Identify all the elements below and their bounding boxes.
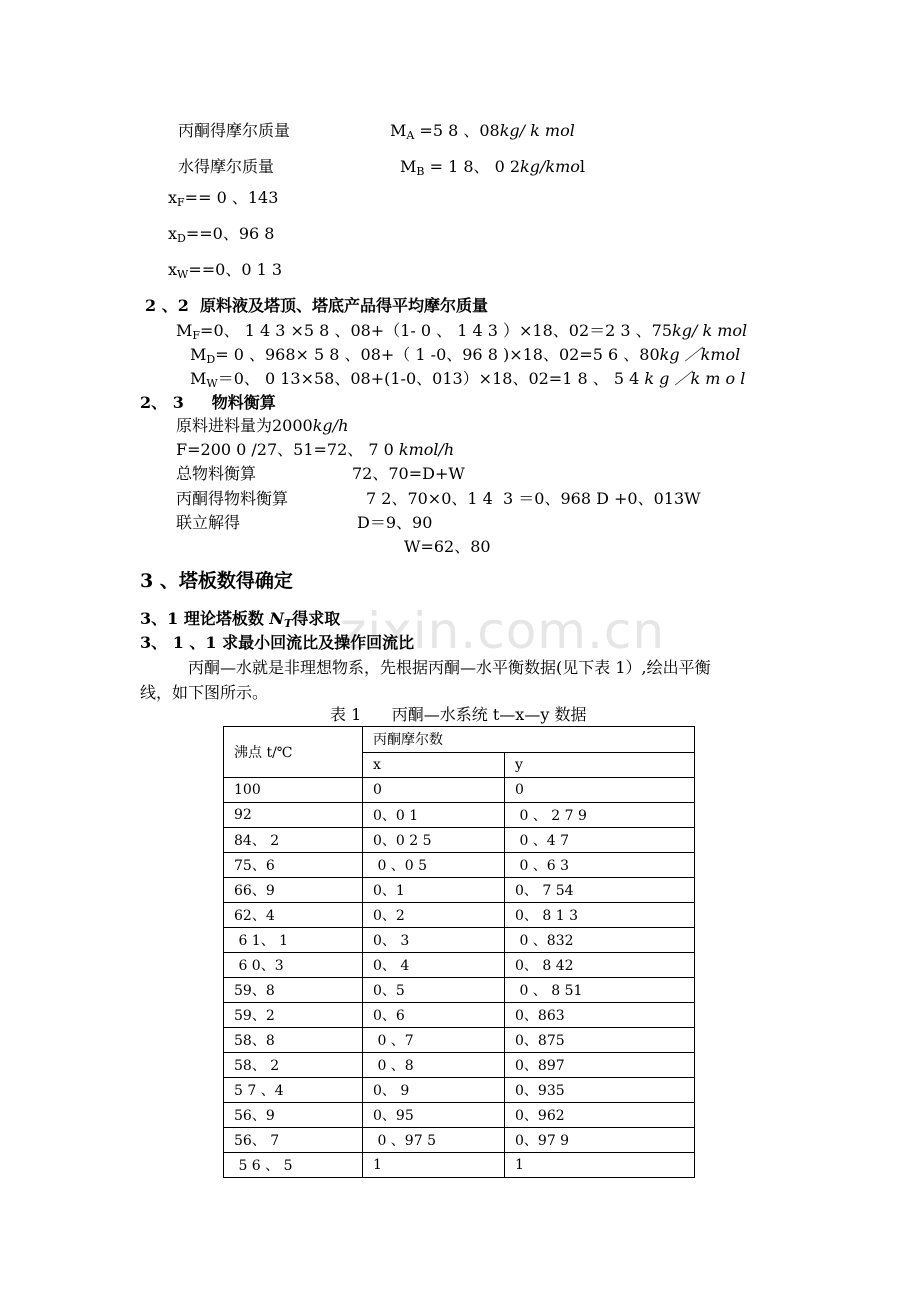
cell-t: 58、8 bbox=[224, 1028, 363, 1053]
nt-symbol: N bbox=[269, 609, 285, 628]
ma-label: 丙酮得摩尔质量 bbox=[178, 121, 291, 140]
acetone-balance-eq: 7 2、70×0、1 4 3 ＝0、968 D +0、013W bbox=[366, 489, 701, 508]
cell-t: 59、2 bbox=[224, 1003, 363, 1028]
heading-3-1-text: 3、1 理论塔板数 bbox=[140, 609, 270, 628]
cell-t: 6 0、3 bbox=[224, 953, 363, 978]
mw-subscript: W bbox=[206, 377, 218, 390]
mf-unit: kg/ k mol bbox=[672, 321, 748, 340]
table-row bbox=[224, 1053, 695, 1078]
cell-y: 0、 7 54 bbox=[505, 878, 695, 903]
table-row bbox=[224, 928, 695, 953]
cell-t: 84、 2 bbox=[224, 828, 363, 853]
cell-x: 0、1 bbox=[363, 878, 505, 903]
table-row bbox=[224, 903, 695, 928]
md-expression: = 0 、968× 5 8 、08+（ 1 -0、96 8 )×18、02=5 6 、80 bbox=[215, 345, 660, 364]
ma-subscript: A bbox=[406, 129, 415, 142]
cell-t: 5 6 、 5 bbox=[224, 1153, 363, 1178]
xf-value: == 0 、143 bbox=[184, 188, 279, 207]
mf-subscript: F bbox=[192, 329, 201, 342]
table-row bbox=[224, 828, 695, 853]
cell-t: 92 bbox=[224, 803, 363, 828]
cell-y: 0、935 bbox=[505, 1078, 695, 1103]
table-row bbox=[224, 1078, 695, 1103]
table-row bbox=[224, 853, 695, 878]
cell-y: 0、 8 1 3 bbox=[505, 903, 695, 928]
cell-t: 66、9 bbox=[224, 878, 363, 903]
md-unit: kg ／kmol bbox=[659, 345, 741, 364]
solve-label: 联立解得 bbox=[176, 513, 241, 532]
xf-subscript: F bbox=[177, 196, 185, 209]
table-row bbox=[224, 1153, 695, 1178]
cell-t: 56、9 bbox=[224, 1103, 363, 1128]
cell-y: 0 bbox=[505, 778, 695, 803]
table-row bbox=[224, 1028, 695, 1053]
cell-y: 0 、 2 7 9 bbox=[505, 803, 695, 828]
cell-x: 0 、97 5 bbox=[363, 1128, 505, 1153]
cell-x: 0、 3 bbox=[363, 928, 505, 953]
heading-3: 3 、塔板数得确定 bbox=[140, 570, 293, 592]
cell-y: 0 、6 3 bbox=[505, 853, 695, 878]
cell-x: 0 、7 bbox=[363, 1028, 505, 1053]
heading-3-1 bbox=[140, 609, 340, 634]
table-row bbox=[224, 1103, 695, 1128]
md-subscript: D bbox=[206, 353, 216, 366]
mw-line bbox=[190, 369, 745, 394]
mf-expression: =0、 1 4 3 ×5 8 、08+（1- 0 、 1 4 3 ）×18、02＝2 3 、75 bbox=[200, 321, 673, 340]
total-balance-eq: 72、70=D+W bbox=[352, 464, 465, 483]
mw-symbol: M bbox=[190, 369, 207, 388]
xw-value: ==0、0 1 3 bbox=[188, 260, 283, 279]
ma-unit: kg/ k mol bbox=[499, 121, 575, 140]
cell-x: 0、5 bbox=[363, 978, 505, 1003]
xw-line bbox=[168, 260, 282, 285]
heading-2-3: 2、 3 物料衡算 bbox=[140, 393, 276, 412]
txy-data-table bbox=[223, 726, 695, 1178]
cell-y: 0、875 bbox=[505, 1028, 695, 1053]
cell-t: 59、8 bbox=[224, 978, 363, 1003]
cell-t: 5 7 、4 bbox=[224, 1078, 363, 1103]
total-balance-label: 总物料衡算 bbox=[176, 464, 257, 483]
md-line bbox=[190, 345, 740, 370]
table-row bbox=[224, 953, 695, 978]
cell-y: 0 、832 bbox=[505, 928, 695, 953]
mb-subscript: B bbox=[416, 165, 425, 178]
cell-t: 75、6 bbox=[224, 853, 363, 878]
mb-number: = 1 8、 0 2 bbox=[424, 157, 521, 176]
f-text: F=200 0 /27、51=72、 7 0 bbox=[176, 440, 399, 459]
xd-value: ==0、96 8 bbox=[185, 224, 275, 243]
header-boiling-point: 沸点 t/℃ bbox=[224, 727, 363, 778]
feed-text: 原料进料量为2000 bbox=[176, 416, 313, 435]
cell-x: 0、2 bbox=[363, 903, 505, 928]
table-row bbox=[224, 978, 695, 1003]
mb-unit-tail: l bbox=[579, 157, 585, 176]
cell-y: 0、897 bbox=[505, 1053, 695, 1078]
d-value: D＝9、90 bbox=[357, 513, 433, 532]
table-row bbox=[224, 878, 695, 903]
mf-symbol: M bbox=[176, 321, 193, 340]
cell-t: 62、4 bbox=[224, 903, 363, 928]
f-line bbox=[176, 440, 454, 460]
ma-value bbox=[390, 121, 575, 146]
table-row bbox=[224, 1003, 695, 1028]
cell-x: 0 、8 bbox=[363, 1053, 505, 1078]
cell-t: 6 1、 1 bbox=[224, 928, 363, 953]
table-row bbox=[224, 778, 695, 803]
cell-y: 0、 8 42 bbox=[505, 953, 695, 978]
header-mole-fraction: 丙酮摩尔数 bbox=[363, 727, 695, 753]
xf-line bbox=[168, 188, 278, 213]
cell-t: 100 bbox=[224, 778, 363, 803]
cell-x: 0 、0 5 bbox=[363, 853, 505, 878]
heading-3-1-1: 3、 1 、1 求最小回流比及操作回流比 bbox=[140, 633, 415, 652]
feed-line bbox=[176, 416, 348, 436]
cell-t: 58、 2 bbox=[224, 1053, 363, 1078]
mf-line bbox=[176, 321, 747, 346]
cell-t: 56、 7 bbox=[224, 1128, 363, 1153]
cell-x: 1 bbox=[363, 1153, 505, 1178]
cell-x: 0、0 1 bbox=[363, 803, 505, 828]
nt-subscript: T bbox=[284, 617, 293, 630]
cell-y: 0、962 bbox=[505, 1103, 695, 1128]
cell-y: 0 、 8 51 bbox=[505, 978, 695, 1003]
paragraph-line-2: 线，如下图所示。 bbox=[140, 683, 269, 702]
mb-unit: kg/kmo bbox=[520, 157, 580, 176]
xd-subscript: D bbox=[177, 232, 186, 245]
cell-y: 1 bbox=[505, 1153, 695, 1178]
mw-expression: ＝0、 0 13×58、08+(1-0、013）×18、02=1 8 、 5 4 bbox=[217, 369, 640, 388]
mw-unit: k g ／k m o l bbox=[639, 369, 746, 388]
w-value: W=62、80 bbox=[404, 537, 491, 556]
xw-subscript: W bbox=[177, 268, 189, 281]
table-row bbox=[224, 803, 695, 828]
table-caption: 表 1 丙酮—水系统 t—x—y 数据 bbox=[330, 705, 587, 724]
ma-number: =5 8 、08 bbox=[414, 121, 500, 140]
f-unit: kmol/h bbox=[398, 440, 455, 459]
acetone-balance-label: 丙酮得物料衡算 bbox=[176, 489, 289, 508]
cell-x: 0、6 bbox=[363, 1003, 505, 1028]
ma-symbol: M bbox=[390, 121, 407, 140]
xf-symbol: x bbox=[168, 188, 178, 207]
feed-unit: kg/h bbox=[312, 416, 349, 435]
cell-y: 0、863 bbox=[505, 1003, 695, 1028]
cell-x: 0、 9 bbox=[363, 1078, 505, 1103]
mb-label: 水得摩尔质量 bbox=[178, 157, 275, 176]
cell-x: 0、 4 bbox=[363, 953, 505, 978]
watermark: zixin.com.cn bbox=[340, 602, 666, 660]
heading-3-1-suffix: 得求取 bbox=[292, 609, 341, 628]
cell-y: 0、97 9 bbox=[505, 1128, 695, 1153]
cell-x: 0、95 bbox=[363, 1103, 505, 1128]
cell-x: 0 bbox=[363, 778, 505, 803]
cell-x: 0、0 2 5 bbox=[363, 828, 505, 853]
header-y: y bbox=[505, 752, 695, 778]
mb-value bbox=[400, 157, 585, 182]
header-x: x bbox=[363, 752, 505, 778]
xw-symbol: x bbox=[168, 260, 178, 279]
paragraph-line-1: 丙酮—水就是非理想物系，先根据丙酮—水平衡数据(见下表 1）,绘出平衡 bbox=[188, 658, 711, 677]
table-row bbox=[224, 1128, 695, 1153]
heading-2-2: 2 、2 原料液及塔顶、塔底产品得平均摩尔质量 bbox=[145, 296, 488, 315]
md-symbol: M bbox=[190, 345, 207, 364]
xd-line bbox=[168, 224, 274, 249]
mb-symbol: M bbox=[400, 157, 417, 176]
cell-y: 0 、4 7 bbox=[505, 828, 695, 853]
xd-symbol: x bbox=[168, 224, 178, 243]
